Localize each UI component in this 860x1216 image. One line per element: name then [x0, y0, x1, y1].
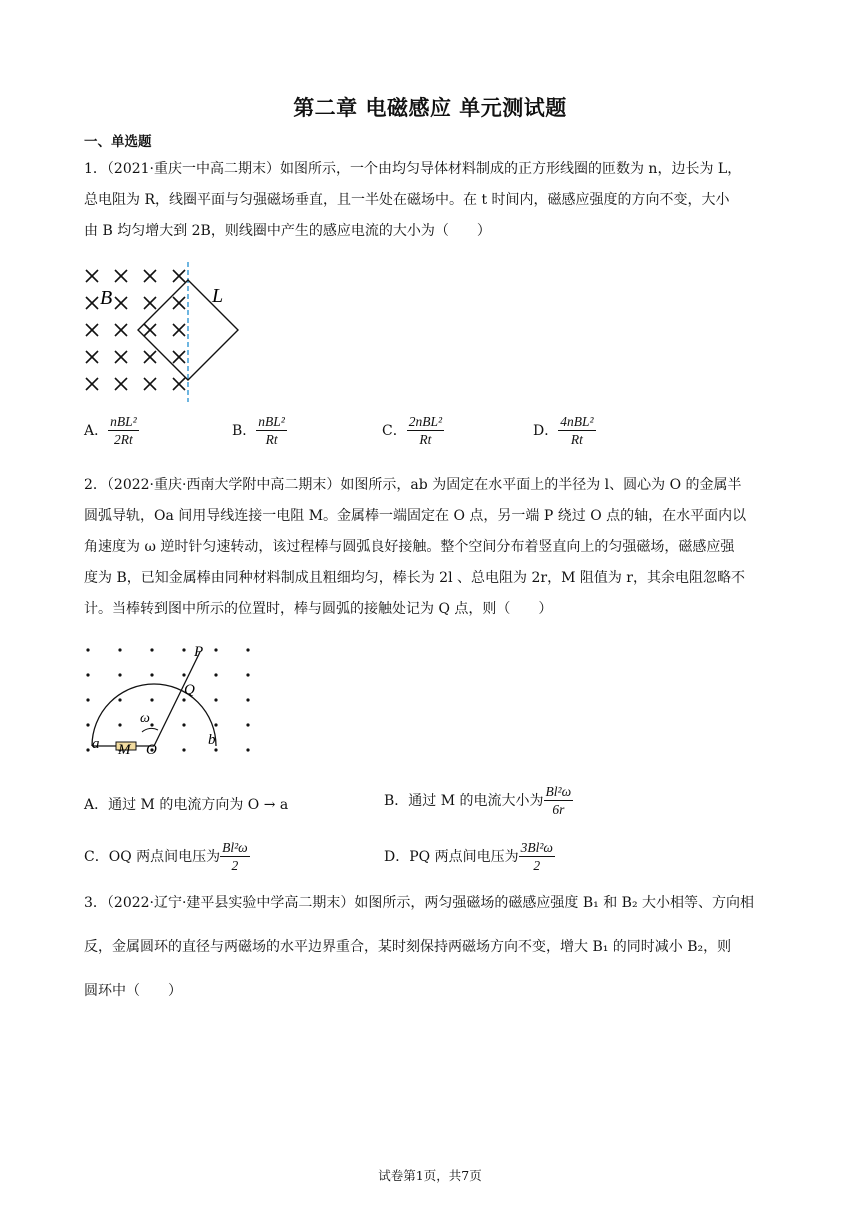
q1-option-a[interactable]: A． $\frac{\text{nBL²}}{2Rt}$ — [84, 414, 137, 447]
q2-line-3: 角速度为 ω 逆时针匀速转动，该过程棒与圆弧良好接触。整个空间分布着竖直向上的匀强磁场，磁感应强 — [84, 539, 735, 555]
q3-line-2: 反，金属圆环的直径与两磁场的水平边界重合，某时刻保持两磁场方向不变，增大 B₁ 的同时减小 B₂，则 — [84, 939, 732, 955]
label-b: b — [208, 732, 216, 748]
field-dot — [246, 673, 249, 676]
field-dot — [214, 723, 217, 726]
field-dot — [118, 698, 121, 701]
field-dot — [182, 673, 185, 676]
label-M: M — [118, 742, 131, 758]
field-dot — [182, 698, 185, 701]
q2-rotating-rod-figure — [80, 640, 260, 758]
field-dot — [214, 648, 217, 651]
label-L: L — [212, 285, 224, 307]
q1-line-1: 1．（2021·重庆一中高二期末）如图所示，一个由均匀导体材料制成的正方形线圈的匝数为 n，边长为 L， — [84, 161, 742, 177]
field-dot — [86, 723, 89, 726]
field-dot — [246, 648, 249, 651]
q2-line-1: 2．（2022·重庆·西南大学附中高二期末）如图所示，ab 为固定在水平面上的半径为 l、圆心为 O 的金属半 — [84, 477, 742, 493]
rotation-arrow — [142, 728, 158, 732]
field-dot — [150, 648, 153, 651]
q1-option-b[interactable]: B． $\frac{\text{nBL²}}{Rt}$ — [232, 414, 285, 447]
field-dot — [182, 648, 185, 651]
label-O: O — [146, 742, 157, 758]
section-heading: 一、单选题 — [84, 134, 152, 150]
field-dot — [214, 673, 217, 676]
semicircle-rail — [92, 684, 216, 746]
field-dot — [214, 748, 217, 751]
q3-line-3: 圆环中（ ） — [84, 983, 182, 999]
q1-magnetic-field-figure — [80, 262, 250, 402]
q2-line-5: 计。当棒转到图中所示的位置时，棒与圆弧的接触处记为 Q 点，则（ ） — [84, 601, 553, 617]
field-dot — [86, 673, 89, 676]
page-footer: 试卷第1页，共7页 — [378, 1168, 482, 1183]
field-dot — [86, 748, 89, 751]
field-dot — [214, 698, 217, 701]
q2-line-2: 圆弧导轨，Oa 间用导线连接一电阻 M。金属棒一端固定在 O 点，另一端 P 绕过 O 点的轴，在水平面内以 — [84, 508, 747, 524]
q2-option-c[interactable]: C．OQ 两点间电压为 $\frac{\text{Bl²ω}}{2}$ — [84, 840, 248, 873]
field-dot — [246, 748, 249, 751]
q2-option-b[interactable]: B．通过 M 的电流大小为 $\frac{\text{Bl²ω}}{6r}$ — [384, 784, 572, 817]
q2-line-4: 度为 B，已知金属棒由同种材料制成且粗细均匀，棒长为 2l 、总电阻为 2r，M 阻值为 r，其余电阻忽略不 — [84, 570, 745, 586]
field-dot — [118, 648, 121, 651]
label-omega: ω — [140, 711, 150, 726]
field-dot — [118, 723, 121, 726]
q2-option-d[interactable]: D．PQ 两点间电压为 $\frac{\text{3Bl²ω}}{2}$ — [384, 840, 553, 873]
label-B: B — [100, 287, 113, 309]
field-dot — [150, 698, 153, 701]
page-title: 第二章 电磁感应 单元测试题 — [293, 96, 567, 120]
field-dot — [86, 698, 89, 701]
label-P: P — [194, 644, 204, 660]
field-dot — [86, 648, 89, 651]
metal-rod — [154, 652, 200, 746]
q1-option-d[interactable]: D． $\frac{\text{4nBL²}}{Rt}$ — [533, 414, 594, 447]
field-dot — [150, 723, 153, 726]
q2-option-a[interactable]: A．通过 M 的电流方向为 O → a — [84, 797, 289, 813]
field-dot — [182, 723, 185, 726]
field-dot — [182, 748, 185, 751]
q1-line-2: 总电阻为 R，线圈平面与匀强磁场垂直，且一半处在磁场中。在 t 时间内，磁感应强度的方向不变，大小 — [84, 192, 730, 208]
field-dot — [150, 673, 153, 676]
field-dot — [246, 698, 249, 701]
label-Q: Q — [184, 682, 195, 698]
field-dot — [118, 673, 121, 676]
q1-line-3: 由 B 均匀增大到 2B，则线圈中产生的感应电流的大小为（ ） — [84, 223, 491, 239]
label-a: a — [92, 736, 100, 752]
field-dot — [246, 723, 249, 726]
q3-line-1: 3．（2022·辽宁·建平县实验中学高二期末）如图所示，两匀强磁场的磁感应强度 B₁ 和 B₂ 大小相等、方向相 — [84, 895, 755, 911]
q1-option-c[interactable]: C． $\frac{\text{2nBL²}}{Rt}$ — [382, 414, 443, 447]
